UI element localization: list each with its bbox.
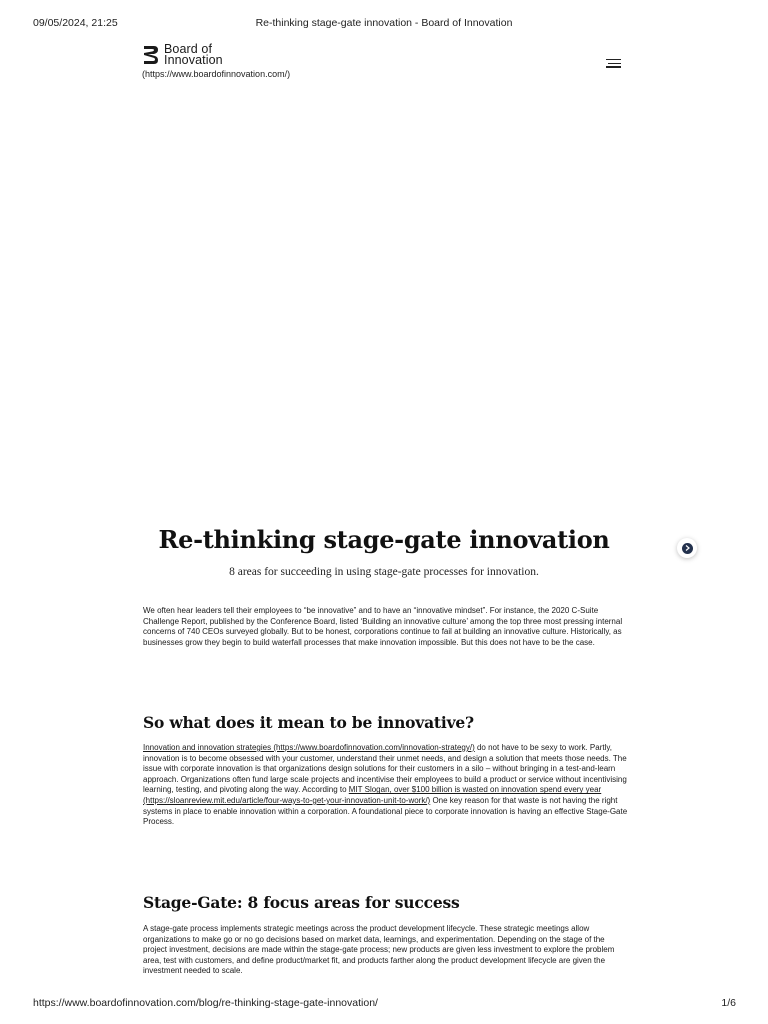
innovation-strategies-link[interactable]: Innovation and innovation strategies (https://www.boardofinnovation.com/innovation-strategy/) [143,743,475,752]
section-paragraph-stage-gate: A stage-gate process implements strategic meetings across the product development lifecycle. These strategic meetings allow organizations to make go or no go decisions based on market data, learnings, and experimentation. Depending on the stage of the project investment, decisions are made within the stage-gate process; new products are given less investment to explore the problem area, test with customers, and define product/market fit, and products farther along the product development lifecycle are given the investment needed to scale. [143,924,615,976]
section-paragraph-innovative [143,743,628,828]
print-footer [0,997,768,1011]
intro-paragraph: We often hear leaders tell their employees to “be innovative” and to have an “innovative mindset”. For instance, the 2020 C-Suite Challenge Report, published by the Conference Board, listed ‘Building an innovative culture’ among the top three most pressing internal concerns of 740 CEOs surveyed globally. But to be honest, corporations continue to fail at building an innovative culture. Historically, as businesses grow they begin to build waterfall processes that make innovation impossible. But this does not have to be the case. [143,606,623,647]
hamburger-menu-icon[interactable] [606,59,621,69]
paragraph-text-1: do not have to be sexy to work. Partly, innovation is to become obsessed with your customer, understand their unmet needs, and design a solution that meets those needs. The issue with corporate innovation is that organizations design solutions for their customers in a silo – without bringing in a test-and-learn approach. Organizations often fund large scale projects and incentivise their employees to build a product or service without incentivising learning, testing, and pivoting along the way. According to [143,743,627,795]
print-datetime: 09/05/2024, 21:25 [33,17,118,29]
logo-line-2: Innovation [164,53,223,67]
chevron-right-icon [682,543,693,554]
floating-action-button[interactable] [677,538,697,558]
board-of-innovation-logo[interactable] [142,44,223,66]
logo-url: (https://www.boardofinnovation.com/) [142,69,291,79]
print-page-title: Re-thinking stage-gate innovation - Board of Innovation [255,17,513,29]
logo-mark-icon [142,44,160,66]
page-subtitle: 8 areas for succeeding in using stage-gate processes for innovation. [229,566,539,578]
section-heading-stage-gate: Stage-Gate: 8 focus areas for success [143,893,460,912]
page-title: Re-thinking stage-gate innovation [158,525,610,554]
paragraph-text-2: One key reason for that waste is not having the right systems in place to enable innovation within a corporation. A foundational piece to corporate innovation is having an effective Stage-Gate Process. [143,795,628,827]
section-heading-innovative: So what does it mean to be innovative? [143,713,474,732]
logo-wordmark [164,44,223,66]
mit-sloan-link[interactable]: MIT Slogan, over $100 billion is wasted on innovation spend every year (https://sloanreview.mit.edu/article/four-ways-to-get-your-innovation-unit-to-work/) [143,785,602,805]
print-page-url: https://www.boardofinnovation.com/blog/re-thinking-stage-gate-innovation/ [33,997,378,1009]
print-page-number: 1/6 [721,997,736,1009]
logo-line-1: Board of [164,42,213,56]
print-header [0,17,768,31]
